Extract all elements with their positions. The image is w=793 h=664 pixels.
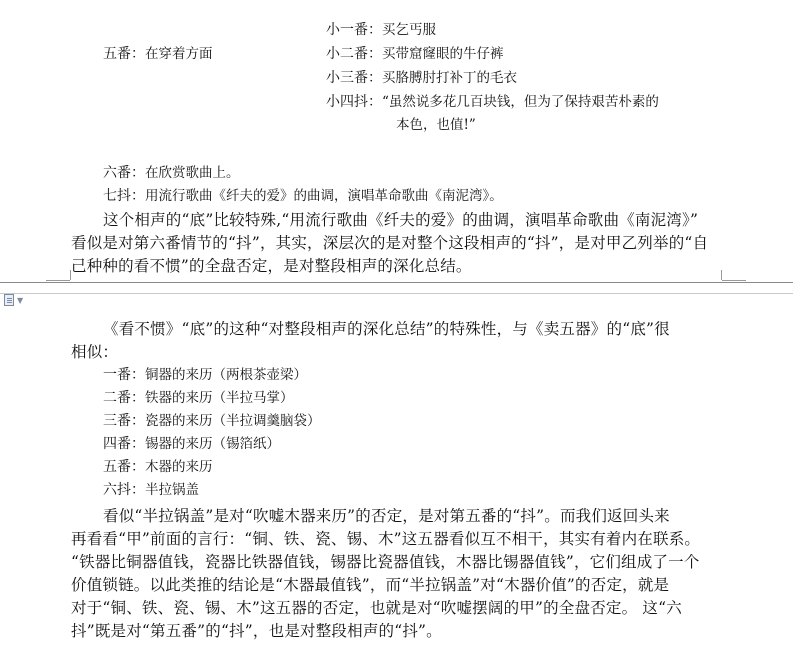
outline-line-xiao3 bbox=[326, 68, 517, 88]
outline-label: 六番： bbox=[103, 165, 145, 181]
outline-line-xiao4 bbox=[326, 92, 659, 112]
list-item bbox=[103, 457, 213, 477]
paragraph-line: 价值锁链。以此类推的结论是“木器最值钱”，而“半拉锅盖”对“木器价值”的否定，就是 bbox=[71, 576, 670, 594]
outline-text-continued: 本色，也值!” bbox=[396, 117, 476, 133]
list-label: 一番： bbox=[103, 367, 145, 383]
list-item bbox=[103, 434, 280, 454]
paragraph-line: 看似“半拉锅盖”是对“吹嘘木器来历”的否定，是对第五番的“抖”。而我们返回头来 bbox=[103, 507, 670, 525]
list-text: 铜器的来历（两根茶壶梁） bbox=[145, 367, 307, 383]
list-label: 三番： bbox=[103, 413, 145, 429]
paragraph-line: 抖”既是对“第五番”的“抖”，也是对整段相声的“抖”。 bbox=[71, 622, 442, 640]
paragraph-line: 《看不惯》“底”的这种“对整段相声的深化总结”的特殊性，与《卖五器》的“底”很 bbox=[103, 320, 670, 338]
outline-label: 七抖： bbox=[103, 188, 145, 204]
list-item bbox=[103, 365, 307, 385]
list-text: 锡器的来历（锡箔纸） bbox=[145, 436, 280, 452]
outline-line-xiao2 bbox=[326, 44, 504, 64]
outline-line-xiao1 bbox=[326, 20, 436, 40]
chevron-down-icon[interactable]: ▼ bbox=[17, 296, 24, 305]
paragraph-line: 再看看“甲”前面的言行：“铜、铁、瓷、锡、木”这五器看似互不相干，其实有着内在联系。 bbox=[71, 530, 701, 548]
list-item bbox=[103, 480, 199, 500]
outline-label: 小二番： bbox=[326, 46, 382, 62]
document-page-bottom bbox=[0, 294, 793, 664]
outline-label: 五番： bbox=[103, 46, 145, 62]
list-item bbox=[103, 411, 321, 431]
list-label: 四番： bbox=[103, 436, 145, 452]
list-label: 六抖： bbox=[103, 482, 145, 498]
paragraph-line: “铁器比铜器值钱，瓷器比铁器值钱，锡器比瓷器值钱，木器比锡器值钱”，它们组成了一个 bbox=[71, 553, 700, 571]
paragraph-line: 对于“铜、铁、瓷、锡、木”这五器的否定，也就是对“吹嘘摆阔的甲”的全盘否定。 这“六 bbox=[71, 599, 682, 617]
list-text: 木器的来历 bbox=[145, 459, 213, 475]
outline-text: 在穿着方面 bbox=[145, 46, 213, 62]
list-item bbox=[103, 388, 294, 408]
paragraph-line: 相似： bbox=[71, 343, 119, 361]
outline-line-liu bbox=[103, 163, 240, 183]
paragraph-line: 这个相声的“底”比较特殊,“用流行歌曲《纤夫的爱》的曲调，演唱革命歌曲《南泥湾》” bbox=[103, 211, 699, 229]
crop-mark bbox=[722, 270, 746, 281]
list-text: 铁器的来历（半拉马掌） bbox=[145, 390, 294, 406]
outline-label: 小三番： bbox=[326, 70, 382, 86]
document-icon[interactable] bbox=[4, 294, 14, 306]
list-text: 半拉锅盖 bbox=[145, 482, 199, 498]
list-label: 二番： bbox=[103, 390, 145, 406]
outline-label: 小一番： bbox=[326, 22, 382, 38]
page-break bbox=[0, 282, 793, 294]
paragraph-line: 看似是对第六番情节的“抖”，其实，深层次的是对整个这段相声的“抖”，是对甲乙列举的“自 bbox=[71, 234, 709, 252]
outline-line-qi bbox=[103, 186, 503, 206]
list-label: 五番： bbox=[103, 459, 145, 475]
outline-text: 买带窟窿眼的牛仔裤 bbox=[382, 46, 504, 62]
outline-text: “虽然说多花几百块钱，但为了保持艰苦朴素的 bbox=[382, 94, 659, 110]
paragraph-line: 己种种的看不惯”的全盘否定，是对整段相声的深化总结。 bbox=[71, 257, 472, 275]
outline-text: 在欣赏歌曲上。 bbox=[145, 165, 240, 181]
outline-text: 买胳膊肘打补丁的毛衣 bbox=[382, 70, 517, 86]
outline-label: 小四抖： bbox=[326, 94, 382, 110]
outline-line-wu bbox=[103, 44, 213, 64]
document-page-top bbox=[0, 0, 793, 282]
crop-mark bbox=[46, 270, 70, 281]
outline-text: 买乞丐服 bbox=[382, 22, 436, 38]
list-text: 瓷器的来历（半拉调羹脑袋） bbox=[145, 413, 321, 429]
outline-text: 用流行歌曲《纤夫的爱》的曲调，演唱革命歌曲《南泥湾》。 bbox=[145, 188, 503, 204]
